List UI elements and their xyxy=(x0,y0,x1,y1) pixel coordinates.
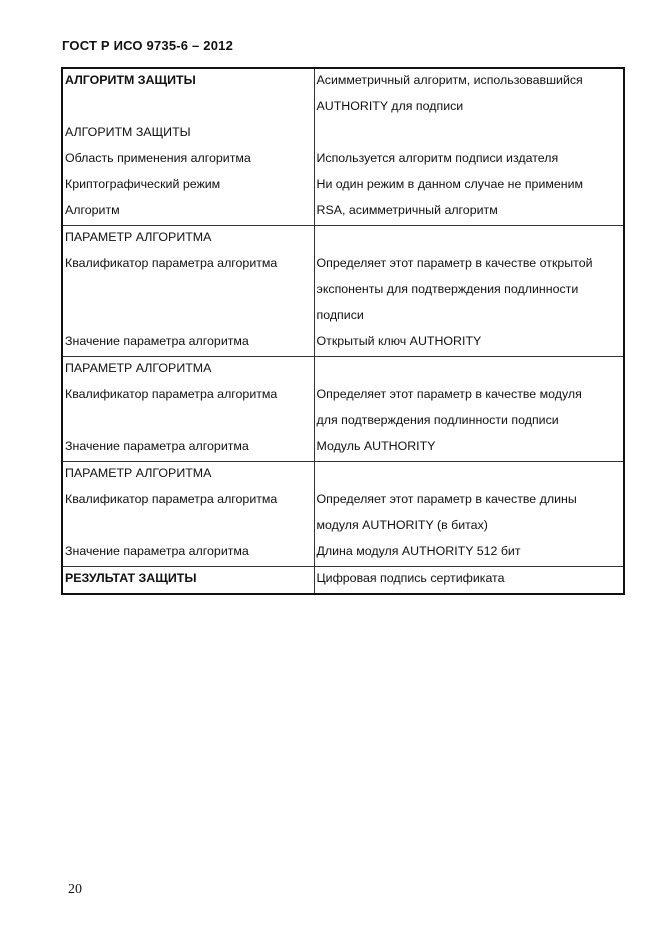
field-name: ПАРАМЕТР АЛГОРИТМА xyxy=(65,230,212,244)
table-row xyxy=(62,435,624,462)
document-header: ГОСТ Р ИСО 9735-6 – 2012 xyxy=(62,38,233,53)
field-description-cell xyxy=(314,173,624,199)
field-name-cell xyxy=(62,462,314,489)
table-row xyxy=(62,147,624,173)
field-description-line: RSA, асимметричный алгоритм xyxy=(316,203,498,217)
field-name-cell xyxy=(62,226,314,253)
field-name: АЛГОРИТМ ЗАЩИТЫ xyxy=(65,73,196,87)
security-spec-table xyxy=(61,67,625,595)
field-description-cell xyxy=(314,540,624,567)
field-description-line: Используется алгоритм подписи издателя xyxy=(316,151,559,165)
field-name-cell xyxy=(62,357,314,384)
table-row xyxy=(62,173,624,199)
field-name: ПАРАМЕТР АЛГОРИТМА xyxy=(65,466,212,480)
field-description-cell xyxy=(314,226,624,253)
table-row xyxy=(62,567,624,595)
field-name: ПАРАМЕТР АЛГОРИТМА xyxy=(65,361,212,375)
field-description-line: Асимметричный алгоритм, использовавшийся xyxy=(316,73,583,87)
field-name-cell xyxy=(62,121,314,147)
field-name-cell xyxy=(62,488,314,540)
table-row xyxy=(62,121,624,147)
field-name-cell xyxy=(62,147,314,173)
field-description-line: подписи xyxy=(316,308,364,322)
spec-table-body xyxy=(62,68,624,594)
field-name: АЛГОРИТМ ЗАЩИТЫ xyxy=(65,125,191,139)
field-name: Квалификатор параметра алгоритма xyxy=(65,256,278,270)
table-row xyxy=(62,226,624,253)
field-description-line: Определяет этот параметр в качестве длины xyxy=(316,492,577,506)
field-name-cell xyxy=(62,540,314,567)
field-description-line: модуля AUTHORITY (в битах) xyxy=(316,518,488,532)
table-row xyxy=(62,252,624,330)
field-description-cell xyxy=(314,357,624,384)
field-description-line: Ни один режим в данном случае не применим xyxy=(316,177,584,191)
field-description-line: для подтверждения подлинности подписи xyxy=(316,413,559,427)
table-row xyxy=(62,540,624,567)
field-description-line: AUTHORITY для подписи xyxy=(316,99,464,113)
field-name: Квалификатор параметра алгоритма xyxy=(65,387,278,401)
field-name-cell xyxy=(62,383,314,435)
field-name-cell xyxy=(62,330,314,357)
field-description-line: Цифровая подпись сертификата xyxy=(316,571,505,585)
page-number: 20 xyxy=(68,882,82,897)
field-description-line: Открытый ключ AUTHORITY xyxy=(316,334,482,348)
field-name: Область применения алгоритма xyxy=(65,151,251,165)
field-name: Значение параметра алгоритма xyxy=(65,439,249,453)
field-description-line: Длина модуля AUTHORITY 512 бит xyxy=(316,544,521,558)
field-description-cell xyxy=(314,435,624,462)
field-description-line: Модуль AUTHORITY xyxy=(316,439,436,453)
field-description-line: Определяет этот параметр в качестве модуля xyxy=(316,387,582,401)
field-description-cell xyxy=(314,121,624,147)
field-name-cell xyxy=(62,252,314,330)
field-name: Криптографический режим xyxy=(65,177,221,191)
table-row xyxy=(62,488,624,540)
field-name: РЕЗУЛЬТАТ ЗАЩИТЫ xyxy=(65,571,197,585)
field-description-cell xyxy=(314,68,624,121)
field-description-cell xyxy=(314,567,624,595)
field-description-cell xyxy=(314,252,624,330)
table-row xyxy=(62,199,624,226)
table-row xyxy=(62,462,624,489)
field-name: Значение параметра алгоритма xyxy=(65,544,249,558)
field-description-cell xyxy=(314,199,624,226)
field-name: Квалификатор параметра алгоритма xyxy=(65,492,278,506)
field-description-line: экспоненты для подтверждения подлинности xyxy=(316,282,579,296)
field-name: Значение параметра алгоритма xyxy=(65,334,249,348)
table-row xyxy=(62,383,624,435)
field-description-cell xyxy=(314,383,624,435)
field-name-cell xyxy=(62,173,314,199)
field-name-cell xyxy=(62,199,314,226)
table-row xyxy=(62,68,624,121)
field-name-cell xyxy=(62,68,314,121)
field-name: Алгоритм xyxy=(65,203,120,217)
table-row xyxy=(62,330,624,357)
field-description-cell xyxy=(314,462,624,489)
table-row xyxy=(62,357,624,384)
field-name-cell xyxy=(62,567,314,595)
field-description-cell xyxy=(314,147,624,173)
field-description-cell xyxy=(314,330,624,357)
field-description-line: Определяет этот параметр в качестве открытой xyxy=(316,256,593,270)
field-name-cell xyxy=(62,435,314,462)
field-description-cell xyxy=(314,488,624,540)
